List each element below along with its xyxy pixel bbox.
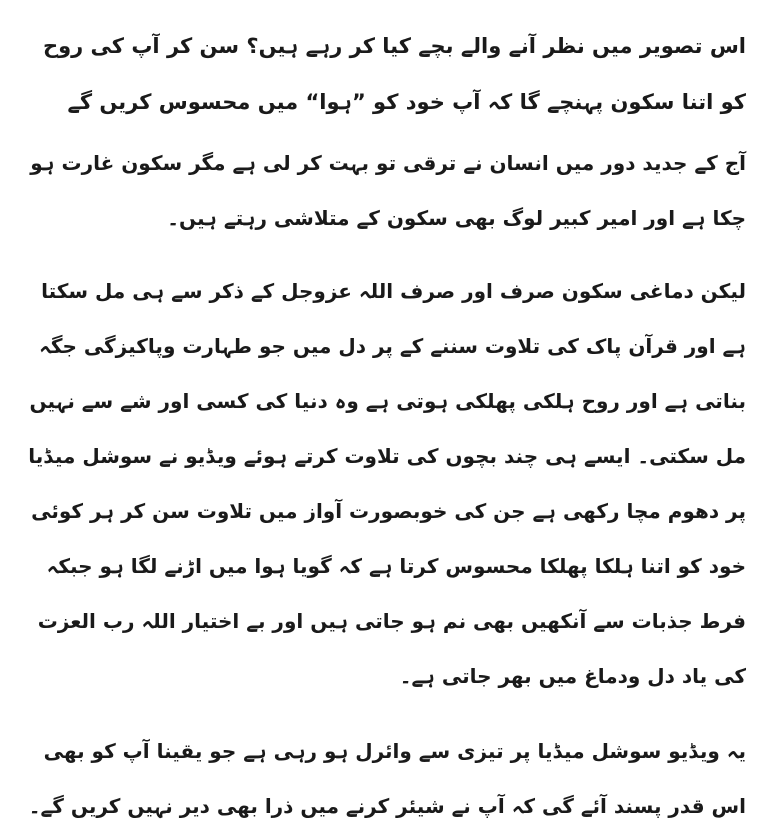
article-paragraph: لیکن دماغی سکون صرف اور صرف اللہ عزوجل کے ذکر سے ہی مل سکتا ہے اور قرآن پاک کی تلاوت سننے کے پر دل میں جو طہارت وپاکیزگی جگہ بناتی ہے اور روح ہلکی پھلکی ہوتی ہے وہ دنیا کی کسی اور شے سے نہیں مل سکتی۔ ایسے ہی چند بچوں کی تلاوت کرتے ہوئے ویڈیو نے سوشل میڈیا پر دھوم مچا رکھی ہے جن کی خوبصورت آواز میں تلاوت سن کر ہر کوئی خود کو اتنا ہلکا پھلکا محسوس کرتا ہے کہ گویا ہوا میں اڑنے لگا ہو جبکہ فرط جذبات سے آنکھیں بھی نم ہو جاتی ہیں اور بے اختیار اللہ رب العزت کی یاد دل ودماغ میں بھر جاتی ہے۔ bbox=[28, 279, 746, 688]
article-paragraph: آج کے جدید دور میں انسان نے ترقی تو بہت کر لی ہے مگر سکون غارت ہو چکا ہے اور امیر کبیر لوگ بھی سکون کے متلاشی رہتے ہیں۔ bbox=[30, 151, 746, 230]
article-heading: اس تصویر میں نظر آنے والے بچے کیا کر رہے ہیں؟ سن کر آپ کی روح کو اتنا سکون پہنچے گا کہ آپ خود کو ”ہوا“ میں محسوس کریں گے bbox=[42, 34, 746, 114]
article-paragraph: یہ ویڈیو سوشل میڈیا پر تیزی سے وائرل ہو رہی ہے جو یقینا آپ کو بھی اس قدر پسند آئے گی کہ آپ نے شیئر کرنے میں ذرا بھی دیر نہیں کریں گے۔ bbox=[28, 739, 746, 818]
